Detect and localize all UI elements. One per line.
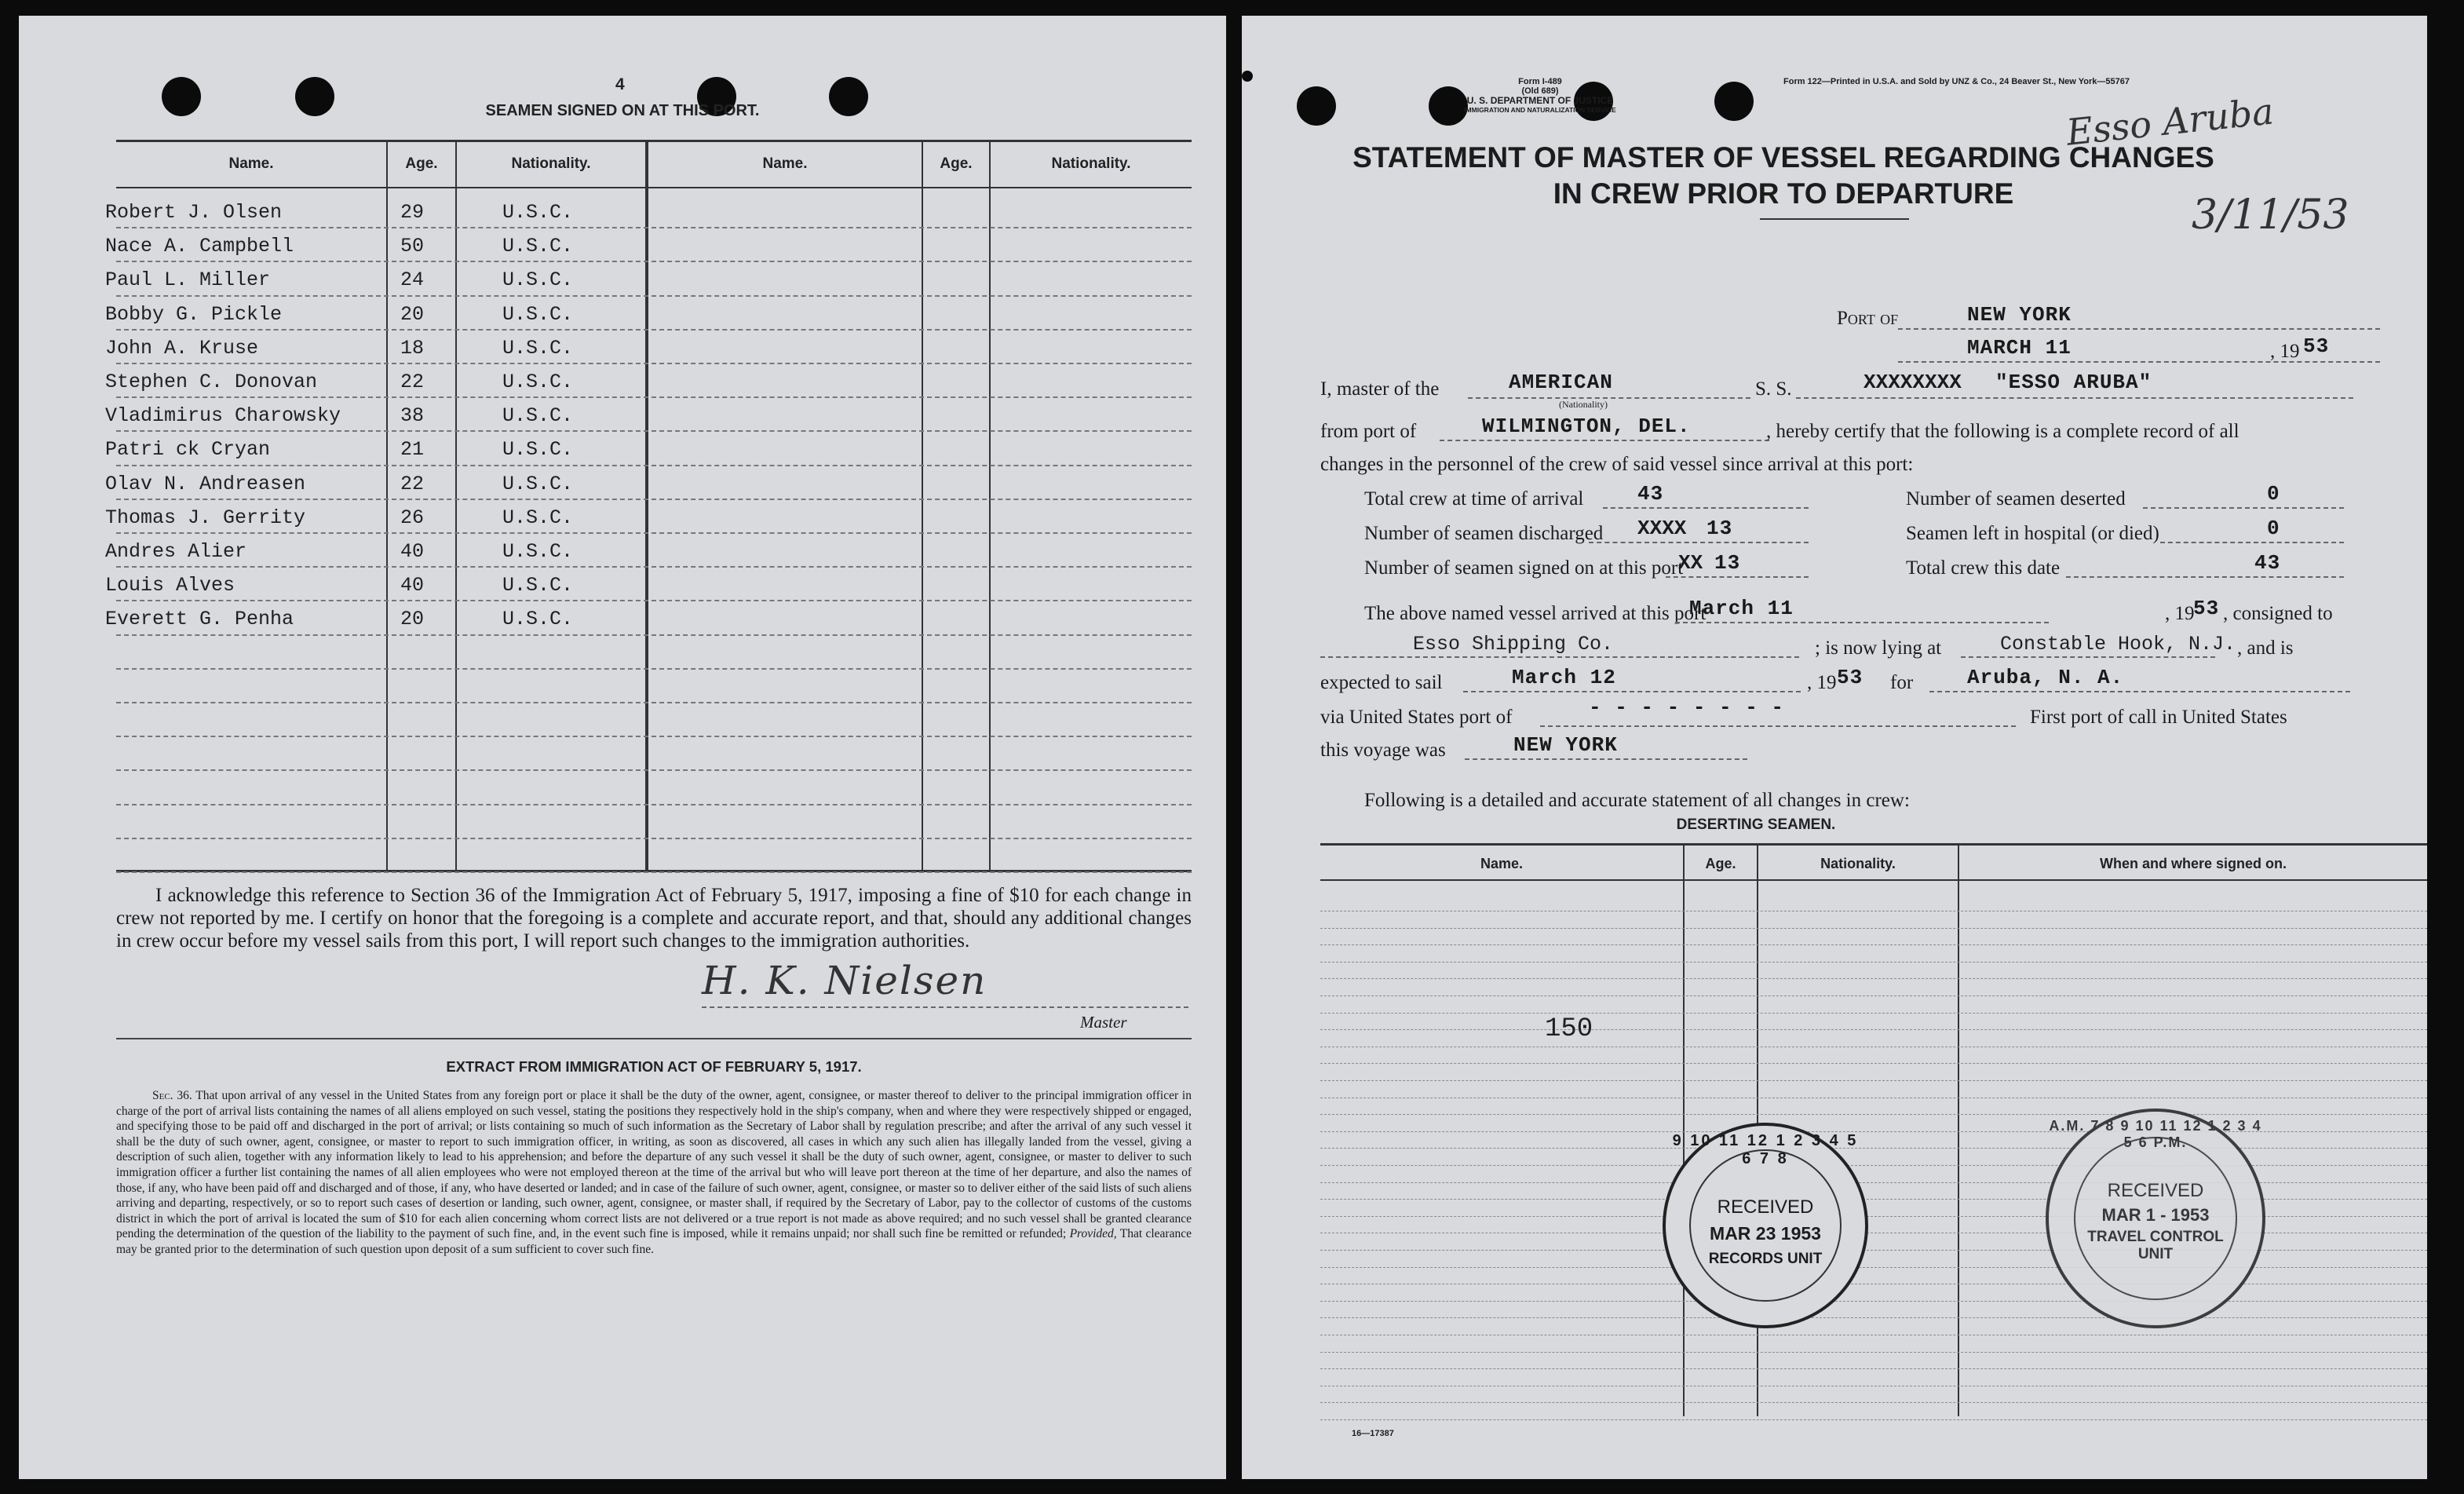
seaman-nationality: U.S.C. — [502, 608, 574, 631]
seaman-name: Stephen C. Donovan — [105, 371, 318, 393]
row-rule — [1320, 1267, 2427, 1268]
table-row — [19, 670, 1226, 703]
seaman-age: 40 — [400, 574, 425, 597]
certify-text: , hereby certify that the following is a complete record of all — [1766, 421, 2240, 442]
seaman-name: Robert J. Olsen — [105, 201, 283, 224]
deserted-label: Number of seamen deserted — [1906, 488, 2126, 510]
handwritten-vessel: Esso Aruba — [2064, 89, 2276, 154]
received-stamp-travel-control: A.M. 7 8 9 10 11 12 1 2 3 4 5 6 P.M. RECEIVED MAR 1 - 1953 TRAVEL CONTROL UNIT — [2046, 1109, 2265, 1328]
arrived-value: March 11 — [1689, 597, 1794, 620]
column-header-nationality: Nationality. — [511, 155, 591, 172]
column-header-age: Age. — [405, 155, 438, 172]
sail-value: March 12 — [1512, 666, 1616, 689]
voyage-label: this voyage was — [1320, 740, 1446, 761]
seaman-age: 21 — [400, 438, 425, 462]
table-note: 150 — [1545, 1014, 1593, 1044]
master-signature: H. K. Nielsen — [702, 958, 987, 1003]
row-rule — [1320, 944, 2427, 945]
nationality-value: AMERICAN — [1509, 371, 1613, 394]
from-port-value: WILMINGTON, DEL. — [1482, 415, 1691, 438]
seaman-name: Paul L. Miller — [105, 268, 271, 292]
footer-code: 16—17387 — [1352, 1429, 1394, 1438]
row-rule — [1320, 1301, 2427, 1302]
deserting-title: DESERTING SEAMEN. — [1676, 816, 1836, 833]
lying-label: ; is now lying at — [1815, 637, 1942, 659]
seaman-nationality: U.S.C. — [502, 540, 574, 563]
total-date-value: 43 — [2254, 551, 2281, 575]
column-header-signed-on: When and where signed on. — [2099, 856, 2287, 871]
nationality-caption: (Nationality) — [1559, 399, 1608, 410]
row-rule — [1320, 995, 2427, 996]
table-row — [19, 568, 1226, 601]
total-arrival-value: 43 — [1637, 482, 1664, 506]
discharged-label: Number of seamen discharged — [1364, 523, 1604, 544]
port-label: Port of — [1837, 308, 1899, 329]
discharged-value: 13 — [1707, 517, 1733, 540]
consigned-label: , consigned to — [2223, 603, 2333, 624]
table-row — [19, 737, 1226, 771]
via-label: via United States port of — [1320, 707, 1513, 728]
seaman-age: 40 — [400, 540, 425, 563]
seaman-name: Everett G. Penha — [105, 608, 294, 631]
hospital-value: 0 — [2267, 517, 2280, 540]
total-date-label: Total crew this date — [1906, 557, 2061, 579]
from-port-label: from port of — [1320, 421, 1417, 442]
row-rule — [1320, 1402, 2427, 1403]
total-arrival-label: Total crew at time of arrival — [1364, 488, 1584, 510]
master-of-label: I, master of the — [1320, 378, 1440, 400]
seaman-name: Olav N. Andreasen — [105, 472, 306, 495]
row-rule — [1320, 1182, 2427, 1183]
sail-year-prefix: , 19 — [1807, 672, 1837, 693]
signed-on-label: Number of seamen signed on at this port — [1364, 557, 1684, 579]
row-rule — [1320, 1419, 2427, 1420]
seaman-nationality: U.S.C. — [502, 506, 574, 529]
extract-title: EXTRACT FROM IMMIGRATION ACT OF FEBRUARY 5, 1917. — [446, 1058, 862, 1075]
seaman-name: Nace A. Campbell — [105, 235, 294, 258]
table-row — [19, 331, 1226, 364]
seaman-age: 20 — [400, 608, 425, 631]
hospital-label: Seamen left in hospital (or died) — [1906, 523, 2159, 544]
seaman-name: John A. Kruse — [105, 336, 259, 360]
row-rule — [1320, 1165, 2427, 1166]
seaman-nationality: U.S.C. — [502, 472, 574, 495]
received-stamp-records: 9 10 11 12 1 2 3 4 5 6 7 8 RECEIVED MAR 23 1953 RECORDS UNIT — [1663, 1123, 1868, 1328]
arrived-year: 53 — [2193, 597, 2220, 620]
column-header-age: Age. — [940, 155, 973, 172]
vessel-name: "ESSO ARUBA" — [1995, 371, 2152, 394]
table-row — [19, 364, 1226, 398]
acknowledgment-text: I acknowledge this reference to Section 36 of the Immigration Act of February 5, 1917, imposing a fine of $10 for each change in crew not reported by me. I certify on honor that the foregoing is a complete and accurate report, and that, should any additional changes in crew occur before my vessel sails from this port, I will report such changes to the immigration authorities. — [116, 885, 1192, 952]
seaman-name: Louis Alves — [105, 574, 235, 597]
discharged-struck: XXXX — [1637, 517, 1687, 540]
table-row — [19, 432, 1226, 466]
handwritten-date: 3/11/53 — [2192, 192, 2349, 239]
table-row — [19, 703, 1226, 737]
row-rule — [1320, 1250, 2427, 1251]
seaman-name: Patri ck Cryan — [105, 438, 271, 462]
extract-text: Sec. 36. That upon arrival of any vessel in the United States from any foreign port or place it shall be the duty of the owner, agent, consignee, or master thereof to deliver to the principal immigration officer in charge of the port of arrival lists containing the names of all aliens employed on such vessel, stating the positions they respectively hold in the ship's company, when and where they were respectively shipped or engaged, and specifying those to be paid off and discharged in the port of arrival; or lists containing so much of such information as the Secretary of Labor shall by regulation prescribe; and after the arrival of any such vessel it shall be the duty of such owner, agent, consignee, or master to report to such immigration officer, in writing, as soon as discovered, all cases in which any such alien has illegally landed from the vessel, giving a description of such alien, together with any information likely to lead to his apprehension; and before the departure of any such vessel it shall be the duty of such owner, agent, consignee, or master to deliver to such immigration officer a further list containing the names of all alien employees who were not employed thereon at the time of the arrival but who will leave port thereon at the time of her departure, and also the names of those, if any, who have been paid off and discharged and of those, if any, who have deserted or landed; and in case of the failure of such owner, agent, consignee, or master so to deliver either of the said lists of such aliens arriving and departing, respectively, or so to report such cases of desertion or landing, such owner, agent, consignee, or master shall, if required by the Secretary of Labor, pay to the collector of customs of the customs district in which the port of arrival is located the sum of $10 for each alien concerning whom correct lists are not delivered or a true report is not made as above required; and no such vessel shall be granted clearance pending the determination of the question of the liability to the payment of such fine, and, in the event such fine is imposed, while it remains unpaid; nor shall such fine be remitted or refunded; Provided, That clearance may be granted prior to the determination of such question upon deposit of a sum sufficient to cover such fine. — [116, 1089, 1192, 1256]
seaman-nationality: U.S.C. — [502, 201, 574, 224]
seaman-name: Thomas J. Gerrity — [105, 506, 306, 529]
seaman-nationality: U.S.C. — [502, 235, 574, 258]
table-row — [19, 228, 1226, 262]
service: IMMIGRATION AND NATURALIZATION SERVICE — [1464, 106, 1616, 114]
vessel-struck: XXXXXXXX — [1864, 371, 1962, 394]
seamen-list — [19, 195, 1226, 870]
row-rule — [1320, 962, 2427, 963]
following-text: Following is a detailed and accurate statement of all changes in crew: — [1364, 790, 1910, 811]
column-header-name: Name. — [1480, 856, 1524, 871]
table-row — [19, 601, 1226, 635]
row-rule — [1320, 1114, 2427, 1115]
row-rule — [1320, 1317, 2427, 1318]
table-row — [19, 297, 1226, 331]
seaman-age: 20 — [400, 302, 425, 326]
row-rule — [1320, 978, 2427, 979]
seaman-nationality: U.S.C. — [502, 371, 574, 393]
voyage-value: NEW YORK — [1513, 733, 1618, 757]
seamen-signed-title: SEAMEN SIGNED ON AT THIS PORT. — [485, 102, 760, 119]
row-rule — [1320, 1080, 2427, 1081]
lying-value: Constable Hook, N.J. — [2000, 633, 2236, 656]
seaman-age: 50 — [400, 235, 425, 258]
seaman-nationality: U.S.C. — [502, 336, 574, 360]
table-row — [19, 262, 1226, 296]
form-old-number: (Old 689) — [1521, 86, 1559, 96]
seaman-nationality: U.S.C. — [502, 404, 574, 428]
ss-label: S. S. — [1755, 378, 1792, 400]
arrived-label: The above named vessel arrived at this port — [1364, 603, 1707, 624]
table-top-rule — [116, 140, 1192, 142]
row-rule — [1320, 1013, 2427, 1014]
seaman-name: Vladimirus Charowsky — [105, 404, 341, 428]
deserted-value: 0 — [2267, 482, 2280, 506]
seaman-name: Andres Alier — [105, 540, 247, 563]
via-value: - - - - - - - - — [1589, 696, 1785, 719]
table-row — [19, 771, 1226, 805]
port-value: NEW YORK — [1967, 303, 2072, 327]
row-rule — [116, 871, 1192, 873]
seaman-age: 29 — [400, 201, 425, 224]
sail-label: expected to sail — [1320, 672, 1443, 693]
table-row — [19, 534, 1226, 568]
year-prefix: , 19 — [2270, 341, 2300, 362]
column-header-name: Name. — [228, 155, 274, 172]
table-header-rule — [116, 187, 1192, 188]
seaman-name: Bobby G. Pickle — [105, 302, 283, 326]
table-row — [19, 805, 1226, 839]
page-number: 4 — [615, 75, 625, 93]
seaman-age: 18 — [400, 336, 425, 360]
for-value: Aruba, N. A. — [1967, 666, 2124, 689]
signed-on-value: 13 — [1714, 551, 1741, 575]
date-value: MARCH 11 — [1967, 336, 2072, 360]
seaman-age: 26 — [400, 506, 425, 529]
seaman-nationality: U.S.C. — [502, 574, 574, 597]
row-rule — [1320, 1029, 2427, 1030]
extract-rule — [116, 1038, 1192, 1039]
table-row — [19, 839, 1226, 873]
column-header-nationality: Nationality. — [1051, 155, 1131, 172]
table-row — [19, 466, 1226, 500]
form-title: STATEMENT OF MASTER OF VESSEL REGARDING CHANGES IN CREW PRIOR TO DEPARTURE — [1352, 141, 2214, 210]
form-number: Form I-489 — [1518, 77, 1562, 86]
row-rule — [1320, 1352, 2427, 1353]
arrived-year-prefix: , 19 — [2165, 603, 2195, 624]
table-row — [19, 636, 1226, 670]
seaman-nationality: U.S.C. — [502, 302, 574, 326]
right-page — [1242, 16, 2427, 1479]
sail-year: 53 — [1837, 666, 1864, 689]
seaman-age: 38 — [400, 404, 425, 428]
row-rule — [1320, 1368, 2427, 1369]
seaman-nationality: U.S.C. — [502, 268, 574, 292]
printer-line: Form 122—Printed in U.S.A. and Sold by UNZ & Co., 24 Beaver St., New York—55767 — [1783, 77, 2130, 86]
column-header-age: Age. — [1705, 856, 1736, 871]
department: U. S. DEPARTMENT OF JUSTICE — [1466, 95, 1614, 106]
column-header-name: Name. — [762, 155, 808, 172]
row-rule — [1320, 1063, 2427, 1064]
table-row — [19, 398, 1226, 432]
row-rule — [1320, 928, 2427, 929]
table-row — [19, 500, 1226, 534]
year-value: 53 — [2303, 334, 2330, 358]
table-row — [19, 195, 1226, 228]
changes-text: changes in the personnel of the crew of said vessel since arrival at this port: — [1320, 454, 1914, 475]
consignee-value: Esso Shipping Co. — [1413, 633, 1614, 656]
signature-line — [702, 1006, 1188, 1008]
for-label: for — [1890, 672, 1914, 693]
signed-on-struck: XX — [1678, 551, 1703, 575]
left-page — [19, 16, 1226, 1479]
first-port-label: First port of call in United States — [2030, 707, 2287, 728]
column-header-nationality: Nationality. — [1820, 856, 1896, 871]
seaman-age: 24 — [400, 268, 425, 292]
seaman-age: 22 — [400, 371, 425, 393]
master-label: Master — [1080, 1013, 1127, 1032]
seaman-nationality: U.S.C. — [502, 438, 574, 462]
seaman-age: 22 — [400, 472, 425, 495]
and-is: , and is — [2237, 637, 2294, 659]
